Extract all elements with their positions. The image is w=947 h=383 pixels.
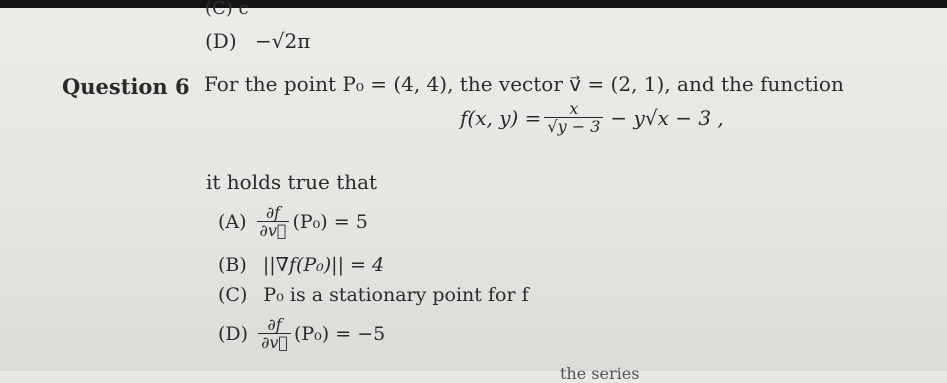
- option-d-partial-v: ∂v⃗: [258, 333, 291, 352]
- option-a-label: (A): [218, 211, 247, 233]
- option-d[interactable]: [218, 316, 385, 352]
- question-label: Question 6: [62, 74, 190, 99]
- option-a-partial-v: ∂v⃗: [257, 221, 290, 240]
- option-a-partial-f: ∂f: [265, 203, 281, 222]
- option-a-text: (P₀) = 5: [292, 211, 368, 233]
- option-b[interactable]: [218, 254, 384, 276]
- option-d-label: (D): [218, 323, 249, 345]
- function-denominator: √y − 3: [544, 117, 603, 136]
- previous-option-d-label: (D): [205, 29, 237, 53]
- option-d-partial-f: ∂f: [267, 315, 282, 334]
- option-c-label: (C): [218, 284, 248, 306]
- previous-option-d: [205, 29, 310, 53]
- option-b-label: (B): [218, 254, 247, 276]
- option-d-text: (P₀) = −5: [293, 323, 386, 345]
- function-definition: [460, 100, 724, 136]
- option-c-text: P₀ is a stationary point for f: [263, 284, 529, 306]
- previous-option-d-expr: −√2π: [255, 29, 311, 53]
- option-a[interactable]: [218, 204, 368, 240]
- question-intro: For the point P₀ = (4, 4), the vector v⃗ = (2, 1), and the function: [204, 72, 844, 96]
- function-lhs: f(x, y) =: [460, 106, 542, 130]
- photo-top-edge: [0, 0, 947, 8]
- option-c[interactable]: [218, 284, 529, 306]
- option-b-text: ||∇f(P₀)|| = 4: [262, 254, 385, 276]
- function-fraction: [544, 100, 603, 136]
- function-tail: − y√x − 3 ,: [610, 106, 724, 130]
- function-numerator: x: [569, 99, 579, 118]
- option-a-derivative: [257, 204, 290, 240]
- next-text-cropped: the series: [560, 364, 640, 383]
- question-stem: it holds true that: [206, 170, 378, 194]
- option-d-derivative: [258, 316, 291, 352]
- previous-option-cropped: (C) c: [205, 0, 249, 19]
